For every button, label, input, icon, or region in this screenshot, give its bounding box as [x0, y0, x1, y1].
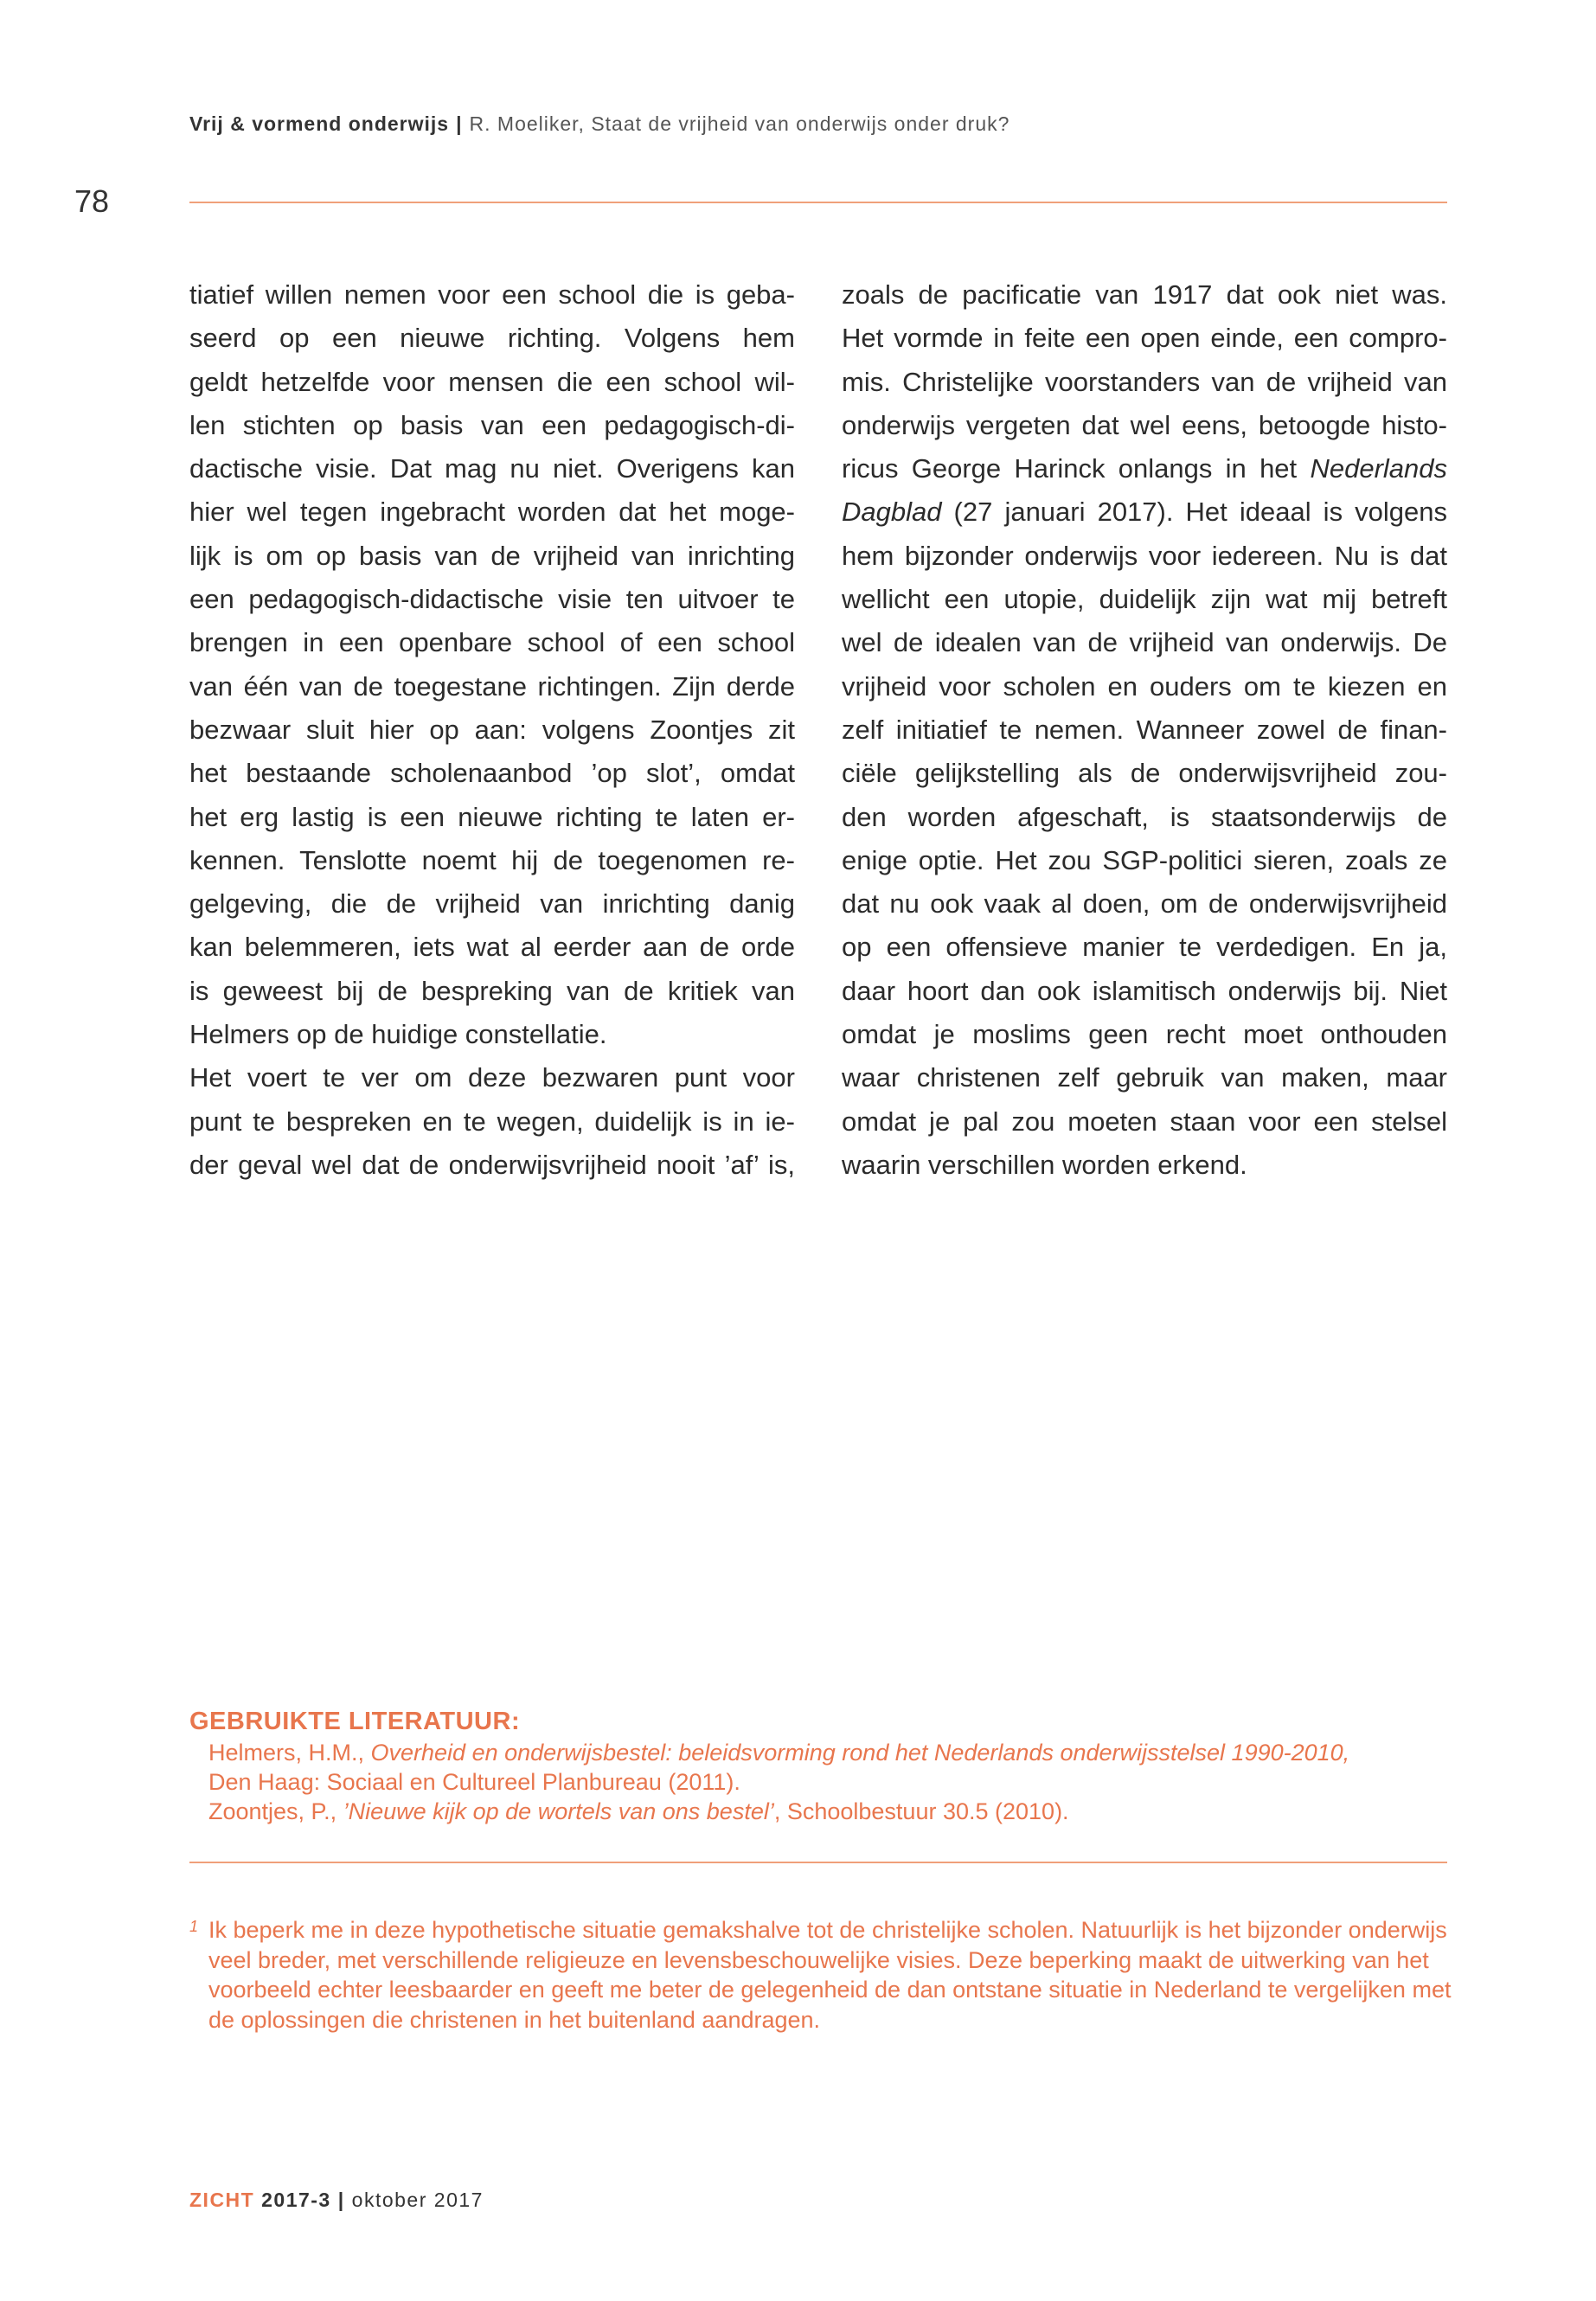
page-footer	[189, 2189, 484, 2212]
text-line: gelgeving, die de vrijheid van inrichting danig	[189, 888, 795, 920]
footnote	[189, 1915, 1452, 2035]
text-line: kennen. Tenslotte noemt hij de toegenomen re-	[189, 844, 795, 875]
running-head	[189, 112, 1452, 136]
text-line: op een offensieve manier te verdedigen. En ja,	[842, 932, 1447, 963]
text-line: mis. Christelijke voorstanders van de vrijheid van	[842, 366, 1447, 397]
newspaper-title: Dagblad	[842, 497, 942, 528]
text-line: tiatief willen nemen voor een school die is geba-	[189, 279, 795, 310]
issue-date: oktober 2017	[351, 2189, 484, 2211]
text-line: hem bijzonder onderwijs voor iedereen. Nu is dat	[842, 540, 1447, 571]
text-line: is geweest bij de bespreking van de kritiek van	[189, 975, 795, 1006]
text-line: zelf initiatief te nemen. Wanneer zowel de finan-	[842, 714, 1447, 745]
text-line: Dagblad (27 januari 2017). Het ideaal is volgens	[842, 497, 1447, 528]
footer-separator: |	[337, 2189, 345, 2211]
text-line: Helmers op de huidige constellatie.	[189, 1019, 607, 1050]
article-title: R. Moeliker, Staat de vrijheid van onderwijs onder druk?	[469, 112, 1010, 135]
text-line: geldt hetzelfde voor mensen die een school wil-	[189, 366, 795, 397]
text-line: hier wel tegen ingebracht worden dat het moge-	[189, 497, 795, 528]
text-line: ricus George Harinck onlangs in het Nederlands	[842, 453, 1447, 484]
text-line: brengen in een openbare school of een school	[189, 627, 795, 658]
text-line: den worden afgeschaft, is staatsonderwijs de	[842, 801, 1447, 832]
text-line: lijk is om op basis van de vrijheid van inrichting	[189, 540, 795, 571]
text-line: omdat je moslims geen recht moet onthouden	[842, 1019, 1447, 1050]
top-rule-divider	[189, 202, 1447, 203]
references-heading: GEBRUIKTE LITERATUUR:	[189, 1708, 521, 1735]
text-line: een pedagogisch-didactische visie ten uitvoer te	[189, 584, 795, 615]
journal-section-title: Vrij & vormend onderwijs	[189, 112, 450, 135]
reference-item: Zoontjes, P., ’Nieuwe kijk op de wortels van ons bestel’, Schoolbestuur 30.5 (2010).	[208, 1798, 1069, 1824]
text-line: dactische visie. Dat mag nu niet. Overigens kan	[189, 453, 795, 484]
left-column	[189, 273, 795, 1187]
text-line: onderwijs vergeten dat wel eens, betoogde histo-	[842, 409, 1447, 440]
references-section	[189, 1708, 1452, 1826]
text-line: len stichten op basis van een pedagogisch-di-	[189, 409, 795, 440]
text-line: wel de idealen van de vrijheid van onderwijs. De	[842, 627, 1447, 658]
text-line: punt te bespreken en te wegen, duidelijk is in ie-	[189, 1106, 795, 1137]
text-line: waar christenen zelf gebruik van maken, maar	[842, 1062, 1447, 1093]
text-line: bezwaar sluit hier op aan: volgens Zoontjes zit	[189, 714, 795, 745]
text-line: zoals de pacificatie van 1917 dat ook niet was.	[842, 279, 1447, 310]
text-line: enige optie. Het zou SGP-politici sieren, zoals ze	[842, 844, 1447, 875]
right-column	[842, 273, 1447, 1187]
reference-item: Helmers, H.M., Overheid en onderwijsbestel: beleidsvorming rond het Nederlands onderwijsstelsel 1990-2010, Den Haag: Sociaal en Cultureel Planbureau (2011).	[208, 1740, 1350, 1795]
text-line: Het voert te ver om deze bezwaren punt voor	[189, 1062, 795, 1093]
footnote-marker: 1	[189, 1918, 199, 1935]
text-line: kan belemmeren, iets wat al eerder aan de orde	[189, 932, 795, 963]
text-line: dat nu ook vaak al doen, om de onderwijsvrijheid	[842, 888, 1447, 920]
text-line: daar hoort dan ook islamitisch onderwijs bij. Niet	[842, 975, 1447, 1006]
text-line: vrijheid voor scholen en ouders om te kiezen en	[842, 670, 1447, 702]
text-line: der geval wel dat de onderwijsvrijheid nooit ’af’ is,	[189, 1149, 795, 1180]
text-line: seerd op een nieuwe richting. Volgens hem	[189, 323, 795, 354]
text-line: het erg lastig is een nieuwe richting te laten er-	[189, 801, 795, 832]
text-line: Het vormde in feite een open einde, een compro-	[842, 323, 1447, 354]
footnote-rule-divider	[189, 1862, 1447, 1863]
footnote-text: Ik beperk me in deze hypothetische situatie gemakshalve tot de christelijke scholen. Natuurlijk is het bijzonder onderwijs veel breder, met verschillende religieuze en levensbeschouwelijke visies. Deze beperking maakt de uitwerking van het voorbeeld echter leesbaarder en geeft me beter de gelegenheid de dan ontstane situatie in Nederland te vergelijken met de oplossingen die christenen in het buitenland aandragen.	[208, 1917, 1452, 2033]
issue-number: 2017-3	[261, 2189, 331, 2211]
text-line: van één van de toegestane richtingen. Zijn derde	[189, 670, 795, 702]
text-line: ciële gelijkstelling als de onderwijsvrijheid zou-	[842, 758, 1447, 789]
magazine-name: ZICHT	[189, 2189, 255, 2211]
text-line: omdat je pal zou moeten staan voor een stelsel	[842, 1106, 1447, 1137]
text-line: het bestaande scholenaanbod ’op slot’, omdat	[189, 758, 795, 789]
header-separator: |	[456, 112, 463, 135]
page-number: 78	[74, 183, 110, 219]
newspaper-title: Nederlands	[1310, 453, 1447, 484]
text-line: waarin verschillen worden erkend.	[842, 1149, 1247, 1180]
text-line: wellicht een utopie, duidelijk zijn wat mij betreft	[842, 584, 1447, 615]
